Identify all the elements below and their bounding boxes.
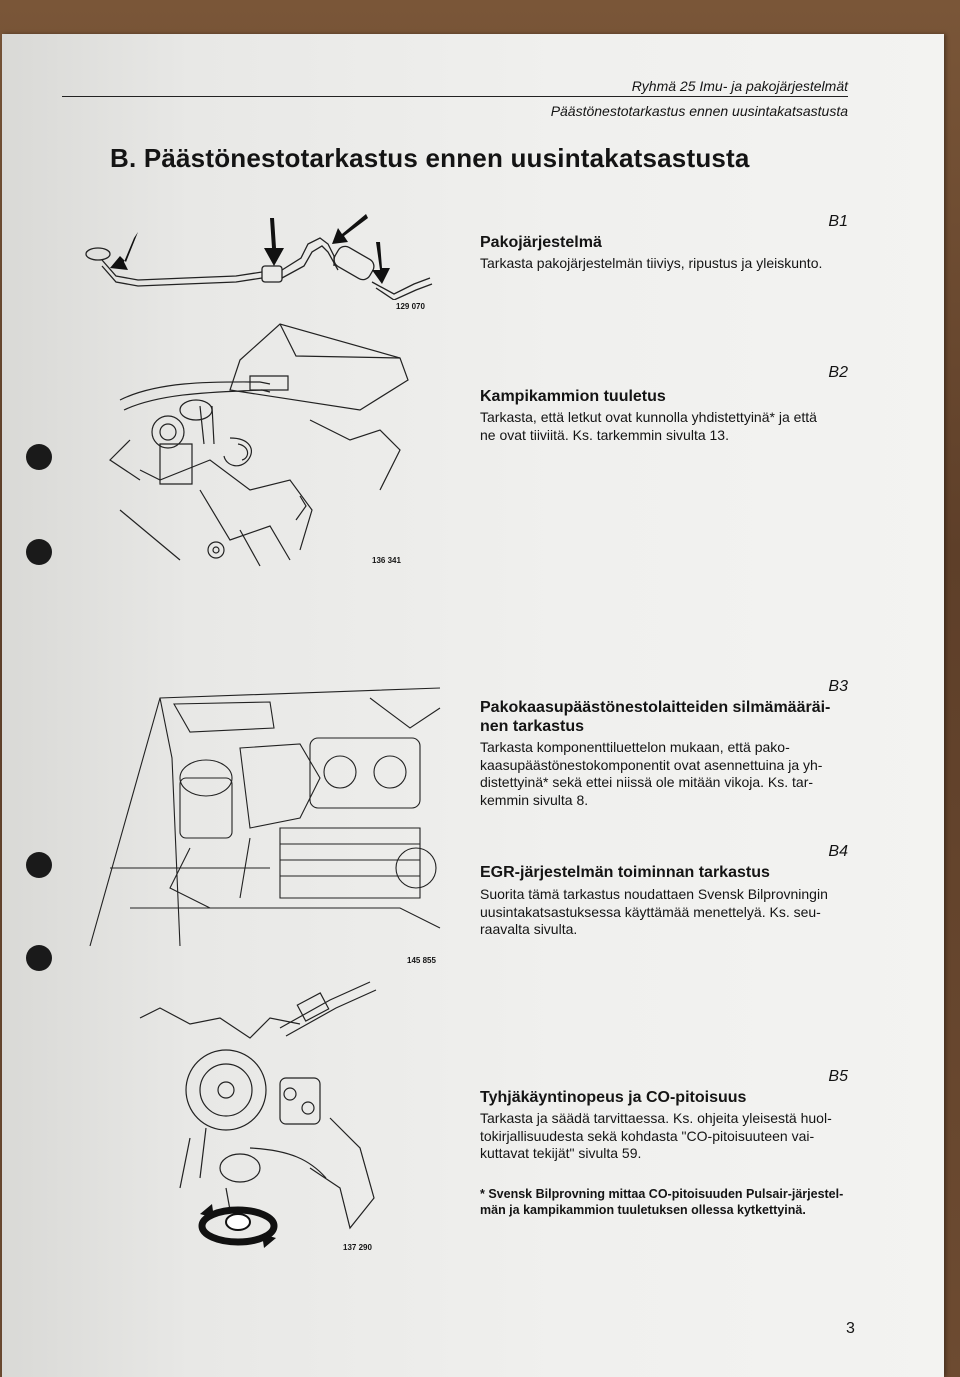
figure-number: 145 855: [407, 956, 436, 965]
section-code-b2: B2: [828, 364, 848, 381]
figure-number: 136 341: [372, 556, 401, 565]
section-title-b1: Pakojärjestelmä: [480, 234, 602, 251]
punch-hole-icon: [26, 444, 52, 470]
section-body-b1: Tarkasta pakojärjestelmän tiiviys, ripustus ja yleiskunto.: [480, 255, 823, 271]
header-subtitle: Päästönestotarkastus ennen uusintakatsastusta: [550, 103, 848, 119]
header-group: Ryhmä 25 Imu- ja pakojärjestelmät: [631, 78, 848, 94]
section-code-b3: B3: [828, 678, 848, 695]
section-code-b4: B4: [828, 843, 848, 860]
punch-hole-icon: [26, 945, 52, 971]
page-title: B. Päästönestotarkastus ennen uusintakatsastusta: [110, 143, 750, 173]
section-title-b5: Tyhjäkäyntinopeus ja CO-pitoisuus: [480, 1089, 747, 1106]
punch-hole-icon: [26, 539, 52, 565]
idle-adjustment-diagram: [130, 978, 380, 1258]
section-title-b3: Pakokaasupäästönestolaitteiden silmämääräi- nen tarkastus: [480, 699, 831, 735]
section-title-b2: Kampikammion tuuletus: [480, 388, 666, 405]
punch-hole-icon: [26, 852, 52, 878]
section-body-b2: Tarkasta, että letkut ovat kunnolla yhdistettyinä* ja että ne ovat tiiviitä. Ks. tarkemmin sivulta 13.: [480, 409, 817, 443]
section-title-b4: EGR-järjestelmän toiminnan tarkastus: [480, 864, 770, 881]
section-body-b5: Tarkasta ja säädä tarvittaessa. Ks. ohjeita yleisestä huol- tokirjallisuudesta sekä kohdasta "CO-pitoisuuteen vai- kuttavat tekijät" sivulta 59.: [480, 1110, 832, 1161]
figure-number: 129 070: [396, 302, 425, 311]
section-code-b1: B1: [828, 213, 848, 230]
engine-bay-diagram: [70, 668, 446, 950]
header-rule: [62, 96, 848, 97]
crankcase-ventilation-diagram: [100, 320, 420, 572]
footnote: * Svensk Bilprovning mittaa CO-pitoisuuden Pulsair-järjestel- män ja kampikammion tuuletuksen ollessa kytkettyinä.: [480, 1187, 844, 1217]
figure-number: 137 290: [343, 1243, 372, 1252]
page-number: 3: [846, 1320, 855, 1337]
exhaust-system-diagram: [76, 208, 436, 300]
section-code-b5: B5: [828, 1068, 848, 1085]
section-body-b3: Tarkasta komponenttiluettelon mukaan, että pako- kaasupäästönestokomponentit ovat asennettuina ja yh- distettyinä* sekä ettei niissä ole mitään vikoja. Ks. tar- kemmin sivulta 8.: [480, 739, 823, 808]
section-body-b4: Suorita tämä tarkastus noudattaen Svensk Bilprovningin uusintakatsastuksessa käyttämää menettelyä. Ks. seu- raavalta sivulta.: [480, 886, 828, 937]
